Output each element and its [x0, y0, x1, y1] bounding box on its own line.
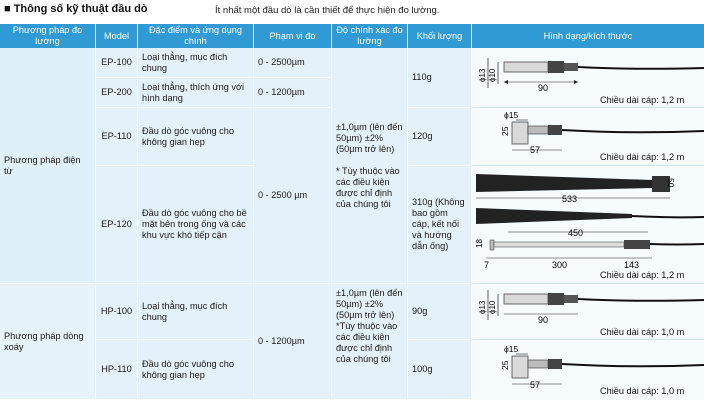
section-title-row [0, 0, 704, 22]
features-hp110: Đầu dò góc vuông cho không gian hẹp [138, 340, 254, 400]
method-electromagnetic: Phương pháp điện từ [0, 48, 96, 284]
model-ep100: EP-100 [96, 48, 138, 78]
dim-ep120-height: 50 [666, 178, 676, 188]
weight-ep110: 120g [408, 108, 472, 166]
features-hp100: Loại thẳng, mục đích chung [138, 284, 254, 340]
weight-hp100: 90g [408, 284, 472, 340]
section-note: Ít nhất một đầu dò là cần thiết để thực hiện đo lường. [215, 5, 440, 16]
weight-ep100-ep200: 110g [408, 48, 472, 108]
cable-ep110: Chiều dài cáp: 1,2 m [600, 152, 685, 162]
dim-ep120-length-top: 533 [562, 194, 578, 204]
range-ep200: 0 - 1200µm [254, 78, 332, 108]
dim-ep120-length-mid: 450 [568, 228, 584, 238]
model-ep110: EP-110 [96, 108, 138, 166]
accuracy-eddy-current: ±1,0µm (lên đến 50µm) ±2% (50µm trở lên) *Tùy thuộc vào các điều kiện được chỉ định của chúng tôi [332, 284, 408, 400]
range-ep100: 0 - 2500µm [254, 48, 332, 78]
range-ep110-ep120: 0 - 2500 µm [254, 108, 332, 284]
dim-ep110-height: 25 [500, 126, 510, 136]
cable-hp100: Chiều dài cáp: 1,0 m [600, 327, 685, 337]
features-ep110: Đầu dò góc vuông cho không gian hẹp [138, 108, 254, 166]
dim-hp110-length: 57 [530, 380, 541, 390]
range-hp100-hp110: 0 - 1200µm [254, 284, 332, 400]
model-hp110: HP-110 [96, 340, 138, 400]
header-range: Phạm vi đo [254, 24, 332, 48]
header-model: Model [96, 24, 138, 48]
dim-ep110-dia: ϕ15 [504, 110, 519, 120]
header-features: Đặc điểm và ứng dụng chính [138, 24, 254, 48]
dim-ep110-length: 57 [530, 145, 541, 154]
method-eddy-current: Phương pháp dòng xoáy [0, 284, 96, 400]
header-shape: Hình dạng/kích thước [472, 24, 704, 48]
model-hp100: HP-100 [96, 284, 138, 340]
probe-drawing-ep100 [472, 48, 704, 96]
dim-ep120-tip: 7 [484, 260, 490, 270]
dim-ep100-outer: ϕ13 [478, 68, 487, 82]
dim-hp100-outer: ϕ13 [478, 300, 487, 314]
probe-drawing-ep110 [472, 108, 704, 154]
dim-ep120-seg-a: 300 [552, 260, 568, 270]
dim-ep100-inner: ϕ10 [488, 68, 497, 82]
probe-drawing-hp110 [472, 340, 704, 390]
header-weight: Khối lượng [408, 24, 472, 48]
cable-ep120: Chiều dài cáp: 1,2 m [600, 270, 685, 280]
dim-hp100-length: 90 [538, 315, 549, 325]
probe-drawing-ep120 [472, 166, 704, 270]
model-ep120: EP-120 [96, 166, 138, 284]
dim-ep100-length: 90 [538, 83, 549, 93]
section-title: ■ Thông số kỹ thuật đầu dò [4, 3, 148, 15]
header-method: Phương pháp đo lường [0, 24, 96, 48]
model-ep200: EP-200 [96, 78, 138, 108]
features-ep120: Đầu dò góc vuông cho bề mặt bên trong ống và các khu vực khó tiếp cận [138, 166, 254, 284]
accuracy-electromagnetic: ±1,0µm (lên đến 50µm) ±2% (50µm trở lên) * Tùy thuộc vào các điều kiện được chỉ định của chúng tôi [332, 48, 408, 284]
features-ep200: Loại thẳng, thích ứng với hình dạng [138, 78, 254, 108]
dim-ep120-dia-small: 18 [475, 239, 484, 248]
cable-hp110: Chiều dài cáp: 1,0 m [600, 386, 685, 396]
dim-ep120-seg-b: 143 [624, 260, 640, 270]
cable-ep100: Chiều dài cáp: 1,2 m [600, 95, 685, 105]
probe-drawing-hp100 [472, 284, 704, 326]
dim-hp110-dia: ϕ15 [504, 344, 519, 354]
features-ep100: Loại thẳng, mục đích chung [138, 48, 254, 78]
dim-hp100-inner: ϕ10 [488, 300, 497, 314]
weight-hp110: 100g [408, 340, 472, 400]
header-accuracy: Độ chính xác đo lường [332, 24, 408, 48]
weight-ep120: 310g (Không bao gồm cáp, kết nối và hướng dẫn ống) [408, 166, 472, 284]
dim-hp110-height: 25 [500, 360, 510, 370]
